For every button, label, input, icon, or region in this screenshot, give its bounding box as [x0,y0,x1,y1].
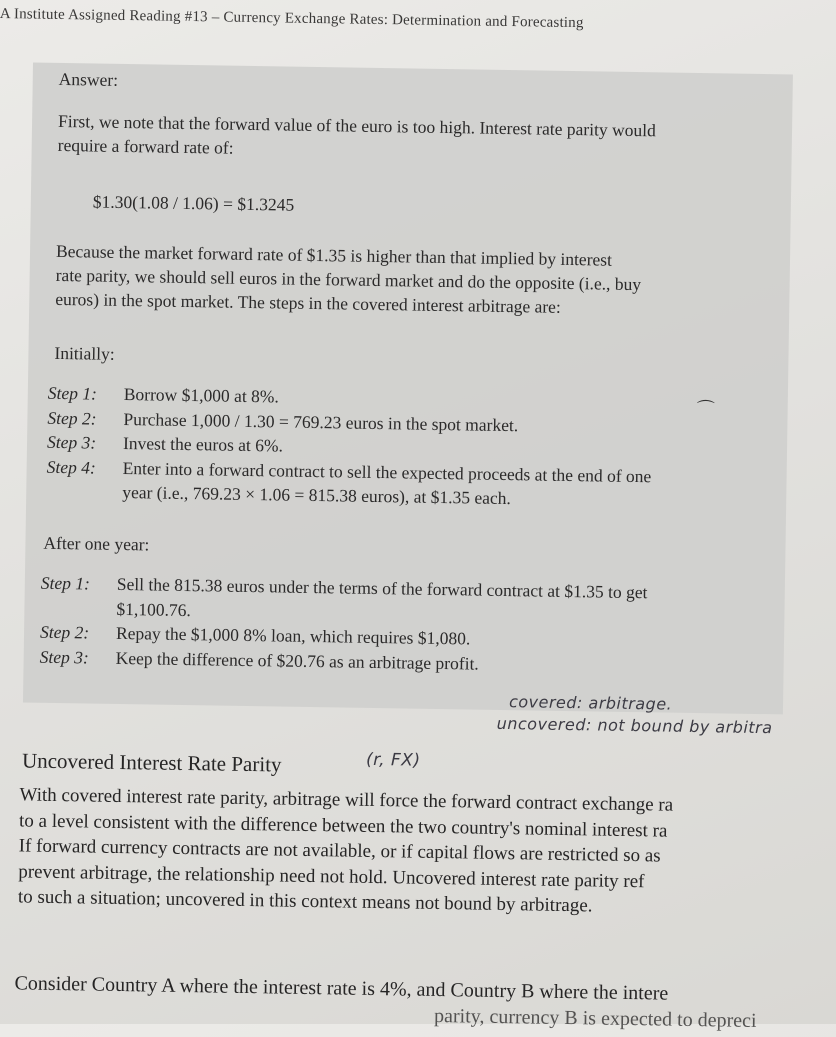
step-text: Borrow $1,000 at 8%. [123,383,280,407]
step-text: Enter into a forward contract to sell the expected proceeds at the end of one [122,457,652,486]
after-steps-list [40,571,648,679]
step-label: Step 2: [39,621,90,643]
p1-line-1: First, we note that the forward value of the euro is too high. Interest rate parity would [57,110,656,141]
step-text: Repay the $1,000 8% loan, which requires $1,080. [115,622,471,649]
step-text: Invest the euros at 6%. [122,432,284,456]
answer-paragraph-1 [58,109,656,166]
answer-label: Answer: [58,68,119,90]
page-header: A Institute Assigned Reading #13 – Currency Exchange Rates: Determination and Forecasting [0,5,584,32]
step-text: Purchase 1,000 / 1.30 = 769.23 euros in the spot market. [123,408,519,435]
paragraph-line: Consider Country A where the interest rate is 4%, and Country B where the intere [14,972,669,1005]
paragraph-line: to such a situation; uncovered in this context means not bound by arbitrage. [17,886,593,917]
pen-mark-icon: ⌒ [696,398,715,421]
step-text: Sell the 815.38 euros under the terms of the forward contract at $1.35 to get [116,573,648,603]
paragraph-line: With covered interest rate parity, arbitrage will force the forward contract exchange ra [19,784,674,816]
answer-paragraph-2 [55,239,642,320]
forward-rate-formula: $1.30(1.08 / 1.06) = $1.3245 [92,191,295,215]
step-4-continuation: year (i.e., 769.23 × 1.06 = 815.38 euros), at $1.35 each. [122,481,512,509]
step-1-continuation: $1,100.76. [116,598,191,620]
handwritten-note-covered: covered: arbitrage. [508,692,673,714]
step-label: Step 3: [46,431,97,453]
initially-heading: Initially: [54,342,115,364]
paragraph-line: to a level consistent with the difference between the two country's nominal interest ra [18,809,668,842]
step-label: Step 2: [47,407,97,429]
next-paragraph [14,970,757,1034]
initial-steps-list [46,381,653,513]
step-label: Step 1: [40,572,91,594]
p1-line-2: require a forward rate of: [57,134,234,158]
step-label: Step 1: [47,382,98,404]
p2-line-3: euros) in the spot market. The steps in the covered interest arbitrage are: [55,288,561,317]
handwritten-note-uncovered: uncovered: not bound by arbitra [496,713,773,738]
section-heading: Uncovered Interest Rate Parity [21,748,282,777]
paragraph-line: If forward currency contracts are not available, or if capital flows are restricted so as [18,835,661,867]
step-label: Step 4: [46,456,96,478]
p2-line-2: rate parity, we should sell euros in the forward market and do the opposite (i.e., buy [55,264,642,295]
step-label: Step 3: [39,646,89,667]
step-text: Keep the difference of $20.76 as an arbitrage profit. [115,647,479,674]
paragraph-line: prevent arbitrage, the relationship need not hold. Uncovered interest rate parity ref [18,860,645,892]
handwritten-note-r-fx: (r, FX) [365,749,421,771]
section-paragraph [18,782,674,920]
p2-line-1: Because the market forward rate of $1.35 is higher than that implied by interest [55,240,613,270]
after-one-year-heading: After one year: [43,532,150,555]
paragraph-line: parity, currency B is expected to depreci [433,1004,757,1033]
